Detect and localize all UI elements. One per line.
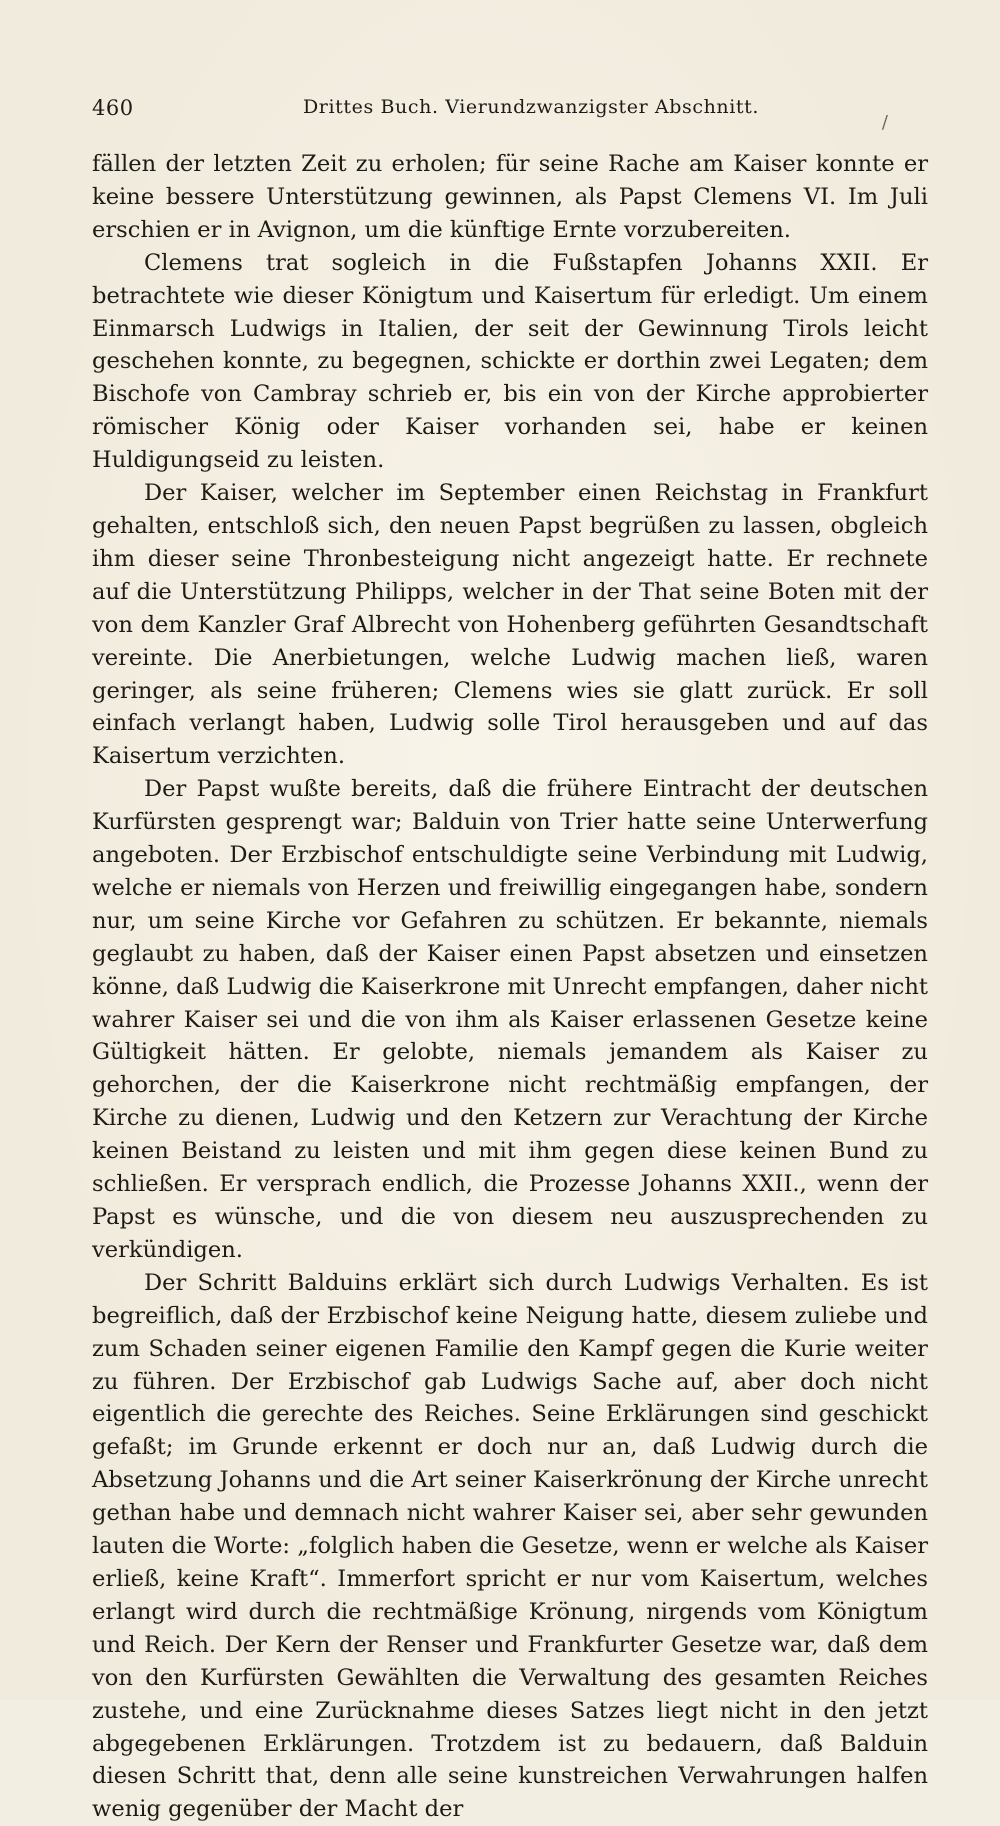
paragraph-3: Der Kaiser, welcher im September einen Reichstag in Frankfurt gehalten, entschloß sich, den neuen Papst begrüßen zu lassen, obgleich ihm dieser seine Thronbesteigung nicht angezeigt hatte. Er rechnete auf die Unterstützung Philipps, welcher in der That seine Boten mit der von dem Kanzler Graf Albrecht von Hohenberg geführten Gesandtschaft vereinte. Die Anerbietungen, welche Ludwig machen ließ, waren geringer, als seine früheren; Clemens wies sie glatt zurück. Er soll einfach verlangt haben, Ludwig solle Tirol herausgeben und auf das Kaisertum verzichten. bbox=[92, 480, 928, 770]
running-head: Drittes Buch. Vierundzwanzigster Abschnitt. bbox=[302, 96, 760, 118]
page-header bbox=[92, 96, 910, 133]
body-text bbox=[92, 148, 928, 1826]
paragraph-1: fällen der letzten Zeit zu erholen; für seine Rache am Kaiser konnte er keine bessere Unterstützung gewinnen, als Papst Clemens VI. Im Juli erschien er in Avignon, um die künftige Ernte vorzubereiten. bbox=[92, 151, 928, 243]
paragraph-4: Der Papst wußte bereits, daß die frühere Eintracht der deutschen Kurfürsten gesprengt war; Balduin von Trier hatte seine Unterwerfung angeboten. Der Erzbischof entschuldigte seine Verbindung mit Ludwig, welche er niemals von Herzen und freiwillig eingegangen habe, sondern nur, um seine Kirche vor Gefahren zu schützen. Er bekannte, niemals geglaubt zu haben, daß der Kaiser einen Papst absetzen und einsetzen könne, daß Ludwig die Kaiserkrone mit Unrecht empfangen, daher nicht wahrer Kaiser sei und die von ihm als Kaiser erlassenen Gesetze keine Gültigkeit hätten. Er gelobte, niemals jemandem als Kaiser zu gehorchen, der die Kaiserkrone nicht rechtmäßig empfangen, der Kirche zu dienen, Ludwig und den Ketzern zur Verachtung der Kirche keinen Beistand zu leisten und mit ihm gegen diese keinen Bund zu schließen. Er versprach endlich, die Prozesse Johanns XXII., wenn der Papst es wünsche, und die von diesem neu auszusprechenden zu verkündigen. bbox=[92, 776, 928, 1263]
paragraph-2: Clemens trat sogleich in die Fußstapfen Johanns XXII. Er betrachtete wie dieser Königtum und Kaisertum für erledigt. Um einem Einmarsch Ludwigs in Italien, der seit der Gewinnung Tirols leicht geschehen konnte, zu begegnen, schickte er dorthin zwei Legaten; dem Bischofe von Cambray schrieb er, bis ein von der Kirche approbierter römischer König oder Kaiser vorhanden sei, habe er keinen Huldigungseid zu leisten. bbox=[92, 249, 928, 474]
stray-mark: / bbox=[881, 112, 888, 133]
page-number: 460 bbox=[92, 96, 134, 120]
paragraph-5: Der Schritt Balduins erklärt sich durch Ludwigs Verhalten. Es ist begreiflich, daß der Erzbischof keine Neigung hatte, diesem zuliebe und zum Schaden seiner eigenen Familie den Kampf gegen die Kurie weiter zu führen. Der Erzbischof gab Ludwigs Sache auf, aber doch nicht eigentlich die gerechte des Reiches. Seine Erklärungen sind geschickt gefaßt; im Grunde erkennt er doch nur an, daß Ludwig durch die Absetzung Johanns und die Art seiner Kaiserkrönung der Kirche unrecht gethan habe und demnach nicht wahrer Kaiser sei, aber sehr gewunden lauten die Worte: „folglich haben die Gesetze, wenn er welche als Kaiser erließ, keine Kraft“. Immerfort spricht er nur vom Kaisertum, welches erlangt wird durch die rechtmäßige Krönung, nirgends vom Königtum und Reich. Der Kern der Renser und Frankfurter Gesetze war, daß dem von den Kurfürsten Gewählten die Verwaltung des gesamten Reiches zustehe, und eine Zurücknahme dieses Satzes liegt nicht in den jetzt abgegebenen Erklärungen. Trotzdem ist zu bedauern, daß Balduin diesen Schritt that, denn alle seine kunstreichen Verwahrungen halfen wenig gegenüber der Macht der bbox=[92, 1269, 928, 1823]
